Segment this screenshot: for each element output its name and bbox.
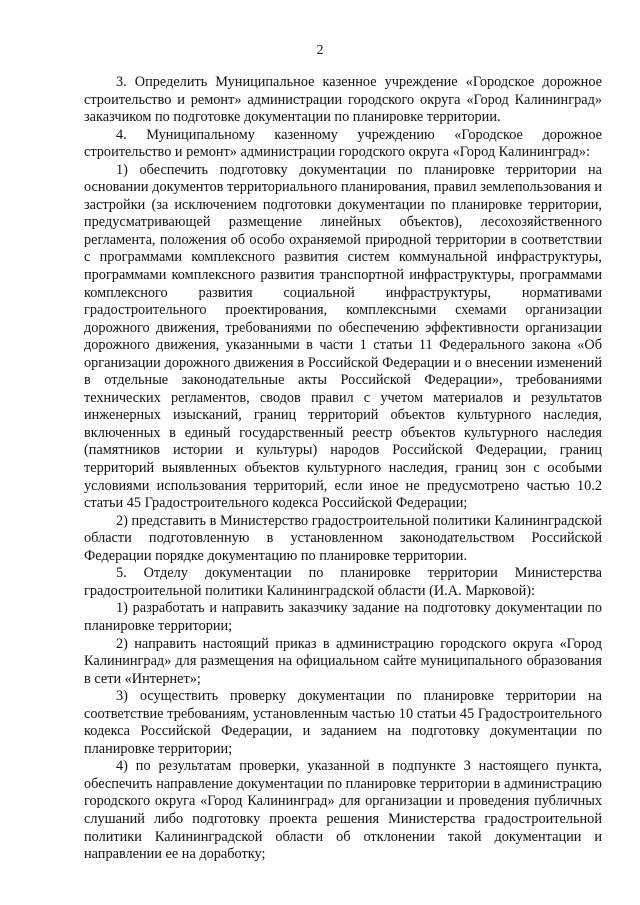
- paragraph-item-5-3: 3) осуществить проверку документации по планировке территории на соответствие требованиям, установленным частью 10 статьи 45 Градостроительного кодекса Российской Федерации, и заданием на подготовку документации по планировке территории;: [84, 688, 602, 757]
- paragraph-item-4: 4. Муниципальному казенному учреждению «Городское дорожное строительство и ремонт» администрации городского округа «Город Калининград»:: [84, 126, 602, 161]
- paragraph-item-5: 5. Отделу документации по планировке территории Министерства градостроительной политики Калининградской области (И.А. Марковой):: [84, 565, 602, 599]
- paragraph-item-5-4: 4) по результатам проверки, указанной в подпункте 3 настоящего пункта, обеспечить направление документации по планировке территории в администрацию городского округа «Город Калининград» для организации и проведения публичных слушаний либо подготовку проекта решения Министерства градостроительной политики Калининградской области об отклонении такой документации и направлении ее на доработку;: [84, 758, 602, 863]
- document-body: [84, 74, 602, 864]
- paragraph-item-5-2: 2) направить настоящий приказ в администрацию городского округа «Город Калининград» для размещения на официальном сайте муниципального образования в сети «Интернет»;: [84, 635, 602, 687]
- paragraph-item-3: 3. Определить Муниципальное казенное учреждение «Городское дорожное строительство и ремонт» администрации городского округа «Город Калининград» заказчиком по подготовке документации по планировке территории.: [84, 74, 602, 126]
- paragraph-item-4-2: 2) представить в Министерство градостроительной политики Калининградской области подготовленную в установленном законодательством Российской Федерации порядке документацию по планировке территории.: [84, 512, 602, 564]
- paragraph-item-5-1: 1) разработать и направить заказчику задание на подготовку документации по планировке территории;: [84, 600, 602, 634]
- page-number: 2: [316, 43, 324, 58]
- paragraph-item-4-1: 1) обеспечить подготовку документации по планировке территории на основании документов территориального планирования, правил землепользования и застройки (за исключением подготовки документации по планировке территории, предусматривающей размещение линейных объектов), лесохозяйственного регламента, положения об особо охраняемой природной территории в соответствии с программами комплексного развития систем коммунальной инфраструктуры, программами комплексного развития транспортной инфраструктуры, программами комплексного развития социальной инфраструктуры, нормативами градостроительного проектирования, комплексными схемами организации дорожного движения, требованиями по обеспечению эффективности организации дорожного движения, указанными в части 1 статьи 11 Федерального закона «Об организации дорожного движения в Российской Федерации и о внесении изменений в отдельные законодательные акты Российской Федерации», требованиями технических регламентов, сводов правил с учетом материалов и результатов инженерных изысканий, границ территорий объектов культурного наследия, включенных в единый государственный реестр объектов культурного наследия (памятников истории и культуры) народов Российской Федерации, границ территорий выявленных объектов культурного наследия, границ зон с особыми условиями использования территорий, если иное не предусмотрено частью 10.2 статьи 45 Градостроительного кодекса Российской Федерации;: [84, 161, 602, 512]
